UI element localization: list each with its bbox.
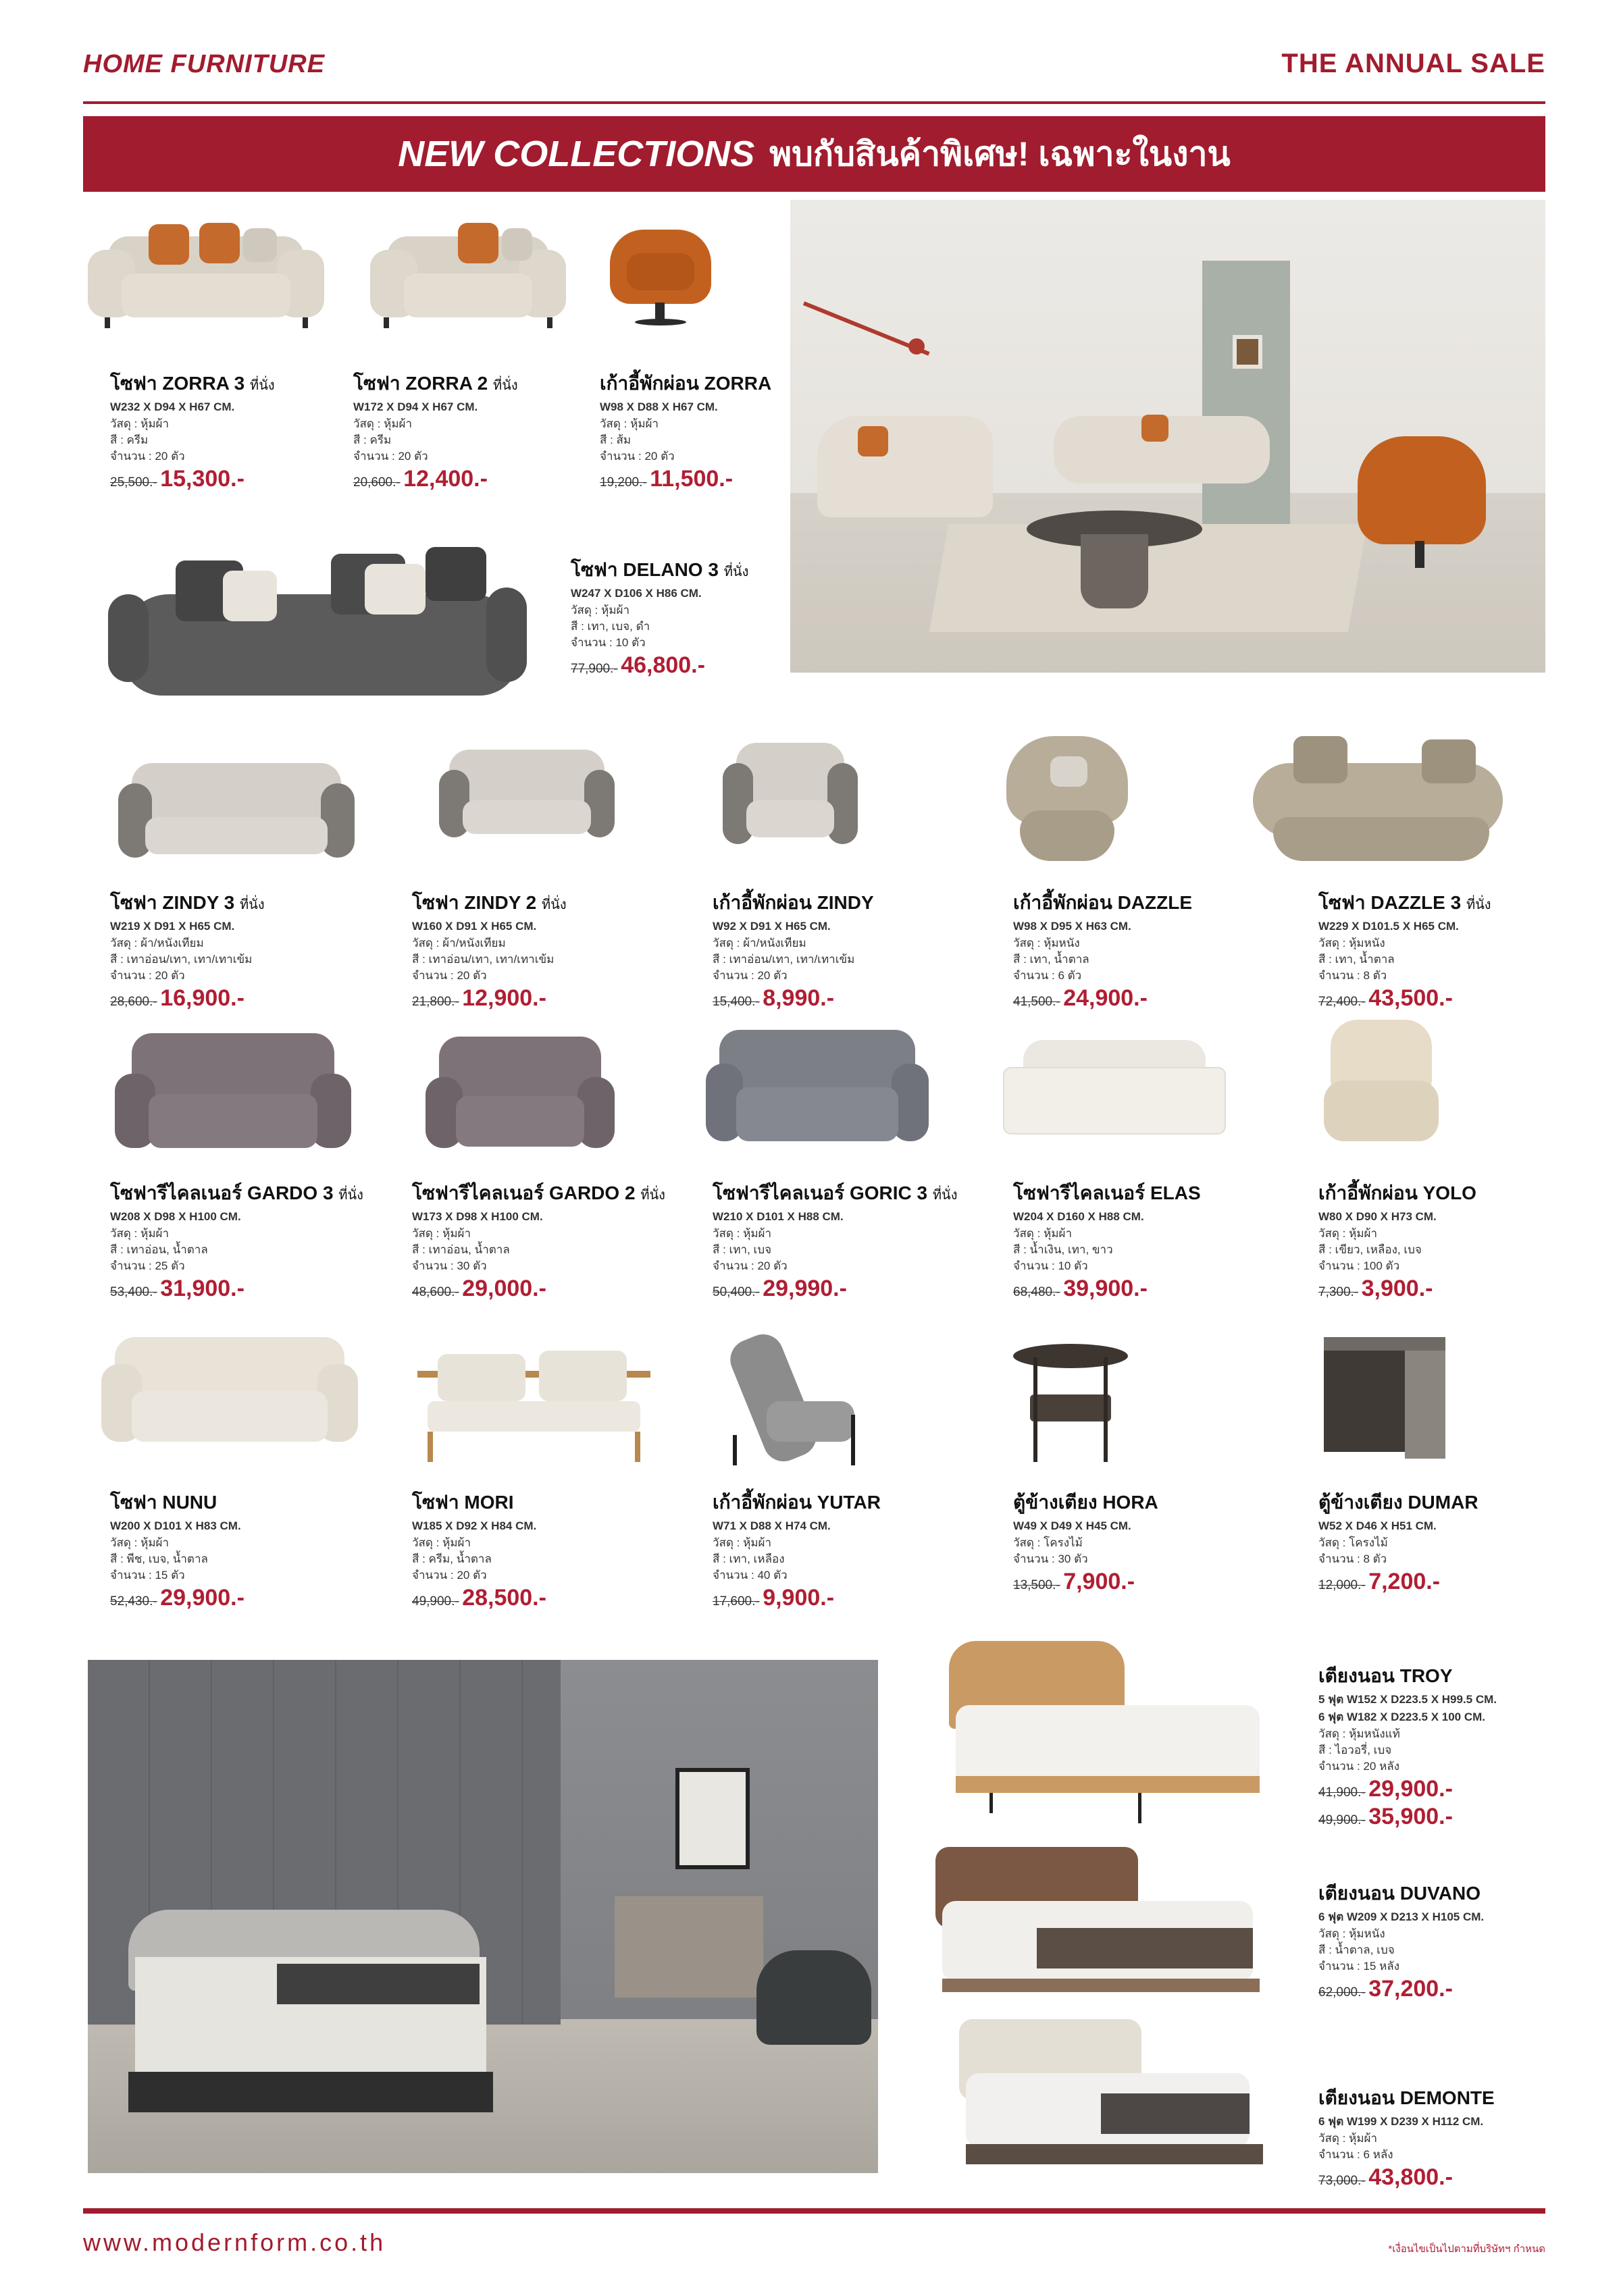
product-name [110,369,275,398]
sale-price: 29,900.- [1368,1776,1453,1802]
product-info-hora [1013,1488,1158,1595]
product-quantity: จำนวน : 25 ตัว [110,1259,185,1272]
price-block [412,1585,546,1611]
product-dimensions: W204 X D160 X H88 CM. [1013,1210,1144,1223]
old-price: 20,600.- [353,475,401,490]
name-text: โซฟารีไคลเนอร์ GARDO 2 [412,1182,636,1203]
product-color: สี : เทาอ่อน/เทา, เทา/เทาเข้ม [713,953,855,966]
product-color: สี : เทา, น้ำตาล [1013,953,1089,966]
product-dimensions: W98 X D88 X H67 CM. [600,400,718,413]
sale-price: 16,900.- [160,985,245,1011]
product-info-dazzle-chair [1013,888,1192,1012]
product-info-goric-3 [713,1178,957,1302]
brand-section-title: HOME FURNITURE [83,50,326,78]
seat-text: ที่นั่ง [338,1188,363,1203]
name-text: โซฟารีไคลเนอร์ GARDO 3 [110,1182,334,1203]
product-color: สี : เทา, น้ำตาล [1318,953,1395,966]
old-price: 53,400.- [110,1285,157,1299]
old-price: 62,000.- [1318,1985,1366,2000]
product-info-dazzle-3 [1318,888,1491,1012]
old-price: 15,400.- [713,995,760,1009]
banner-subtitle: พบกับสินค้าพิเศษ! เฉพาะในงาน [769,134,1231,173]
product-quantity: จำนวน : 20 ตัว [713,1259,788,1272]
product-info-mori [412,1488,546,1611]
price-block [600,466,771,492]
product-material: วัสดุ : หุ้มผ้า [110,417,170,430]
price-block-5ft [1318,1776,1497,1802]
product-info-demonte [1318,2083,1495,2191]
name-text: โซฟา NUNU [110,1492,217,1513]
product-dimensions: W219 X D91 X H65 CM. [110,920,235,933]
price-block [412,985,567,1012]
product-quantity: จำนวน : 20 ตัว [110,969,185,982]
product-material: วัสดุ : หุ้มผ้า [353,417,413,430]
product-name [713,1488,881,1517]
name-text: โซฟา MORI [412,1492,514,1513]
name-text: เก้าอี้พักผ่อน YUTAR [713,1492,881,1513]
product-quantity: จำนวน : 20 ตัว [412,1569,487,1582]
sale-price: 9,900.- [763,1585,835,1611]
product-dimensions: W200 X D101 X H83 CM. [110,1519,241,1532]
price-block [110,1276,363,1302]
product-name [1013,1488,1158,1517]
old-price: 41,900.- [1318,1785,1366,1800]
product-image-dazzle-3[interactable] [1253,736,1503,871]
product-material: วัสดุ : หุ้มผ้า [713,1227,772,1240]
product-dimensions: W232 X D94 X H67 CM. [110,400,235,413]
product-color: สี : ส้ม [600,434,632,446]
product-quantity: จำนวน : 20 ตัว [600,450,675,463]
product-dimensions: W52 X D46 X H51 CM. [1318,1519,1437,1532]
product-image-yolo[interactable] [1324,1020,1439,1148]
old-price: 21,800.- [412,995,459,1009]
product-name [713,1178,957,1208]
old-price: 50,400.- [713,1285,760,1299]
price-block [1318,1276,1476,1302]
sale-price: 35,900.- [1368,1804,1453,1829]
product-color: สี : เทาอ่อน, น้ำตาล [412,1243,510,1256]
product-color: สี : เทา, เบจ, ดำ [571,620,650,633]
sale-price: 12,900.- [462,985,546,1011]
product-color: สี : เทา, เบจ [713,1243,772,1256]
price-block [412,1276,665,1302]
old-price: 49,900.- [1318,1813,1366,1827]
product-material: วัสดุ : หุ้มหนัง [1013,937,1080,949]
product-image-zorra-3[interactable] [88,216,324,331]
product-name [110,1178,363,1208]
product-quantity: จำนวน : 20 ตัว [353,450,428,463]
banner-title: NEW COLLECTIONS [398,134,755,174]
name-text: ตู้ข้างเตียง DUMAR [1318,1492,1478,1513]
product-color: สี : น้ำเงิน, เทา, ขาว [1013,1243,1113,1256]
product-material: วัสดุ : หุ้มผ้า [1318,2132,1378,2145]
product-dimensions: W98 X D95 X H63 CM. [1013,920,1131,933]
sale-price: 43,500.- [1368,985,1453,1011]
product-color: สี : น้ำตาล, เบจ [1318,1943,1395,1956]
sale-price: 28,500.- [462,1585,546,1611]
product-dimensions: W173 X D98 X H100 CM. [412,1210,543,1223]
product-material: วัสดุ : หุ้มผ้า [571,604,630,617]
sale-price: 31,900.- [160,1276,245,1301]
name-text: ตู้ข้างเตียง HORA [1013,1492,1158,1513]
product-image-gardo-2[interactable] [426,1037,615,1151]
product-image-goric-3[interactable] [706,1030,929,1148]
product-color: สี : ไอวอรี่, เบจ [1318,1744,1392,1756]
product-image-mori[interactable] [417,1340,650,1462]
product-quantity: จำนวน : 10 ตัว [1013,1259,1088,1272]
name-text: เก้าอี้พักผ่อน DAZZLE [1013,892,1193,913]
price-block [110,985,265,1012]
product-name: เตียงนอน DUVANO [1318,1883,1481,1904]
product-image-gardo-3[interactable] [115,1033,351,1155]
product-dimensions: 6 ฟุต W209 X D213 X H105 CM. [1318,1910,1485,1923]
product-dimensions: W92 X D91 X H65 CM. [713,920,831,933]
header-divider [83,101,1545,104]
product-quantity: จำนวน : 20 หลัง [1318,1760,1400,1773]
product-info-gardo-3 [110,1178,363,1302]
product-color: สี : ครีม [353,434,392,446]
sale-title: THE ANNUAL SALE [1281,49,1545,78]
product-dimensions: W80 X D90 X H73 CM. [1318,1210,1437,1223]
product-color: สี : เทาอ่อน, น้ำตาล [110,1243,208,1256]
product-material: วัสดุ : โครงไม้ [1013,1536,1083,1549]
old-price: 48,600.- [412,1285,459,1299]
product-info-nunu [110,1488,245,1611]
product-image-elas[interactable] [1003,1040,1226,1141]
product-image-dazzle-chair[interactable] [1000,736,1135,864]
name-text: โซฟา DAZZLE 3 [1318,892,1462,913]
old-price: 12,000.- [1318,1578,1366,1592]
product-dimensions-6ft: 6 ฟุต W182 X D223.5 X 100 CM. [1318,1711,1486,1723]
old-price: 41,500.- [1013,995,1060,1009]
product-image-yutar[interactable] [719,1334,868,1469]
sale-price: 46,800.- [621,652,705,678]
product-quantity: จำนวน : 30 ตัว [412,1259,487,1272]
product-info-troy [1318,1661,1497,1830]
old-price: 13,500.- [1013,1578,1060,1592]
old-price: 7,300.- [1318,1285,1359,1299]
product-color: สี : เทาอ่อน/เทา, เทา/เทาเข้ม [110,953,253,966]
product-image-nunu[interactable] [101,1337,358,1452]
product-material: วัสดุ : หุ้มผ้า [1013,1227,1073,1240]
product-color: สี : ครีม [110,434,149,446]
name-text: เก้าอี้พักผ่อน ZINDY [713,892,874,913]
sale-price: 7,900.- [1063,1569,1135,1594]
product-info-yutar [713,1488,881,1611]
product-name [110,1488,245,1517]
product-material: วัสดุ : หุ้มหนัง [1318,1927,1385,1940]
product-image-troy[interactable] [942,1641,1266,1823]
product-quantity: จำนวน : 40 ตัว [713,1569,788,1582]
name-text: โซฟา ZINDY 3 [110,892,235,913]
price-block [1318,985,1491,1012]
product-name: เตียงนอน TROY [1318,1665,1453,1686]
product-dimensions: W49 X D49 X H45 CM. [1013,1519,1131,1532]
bedroom-scene-image [88,1660,878,2173]
price-block [1318,1569,1478,1595]
product-image-zindy-2[interactable] [439,743,615,844]
terms-note: *เงื่อนไขเป็นไปตามที่บริษัทฯ กำหนด [1388,2243,1545,2255]
product-name [412,888,567,918]
sale-price: 29,900.- [160,1585,245,1611]
product-quantity: จำนวน : 6 หลัง [1318,2148,1393,2161]
product-info-zorra-chair [600,369,771,492]
name-text: โซฟา ZINDY 2 [412,892,537,913]
product-dimensions: W229 X D101.5 X H65 CM. [1318,920,1459,933]
product-quantity: จำนวน : 30 ตัว [1013,1553,1088,1565]
product-quantity: จำนวน : 20 ตัว [110,450,185,463]
sale-price: 3,900.- [1361,1276,1433,1301]
product-material: วัสดุ : หุ้มผ้า [110,1227,170,1240]
name-text: เก้าอี้พักผ่อน YOLO [1318,1182,1476,1203]
footer-divider [83,2208,1545,2214]
price-block [353,466,518,492]
product-quantity: จำนวน : 20 ตัว [412,969,487,982]
price-block [110,1585,245,1611]
sale-price: 24,900.- [1063,985,1148,1011]
sale-price: 12,400.- [403,466,488,492]
product-dimensions: W210 X D101 X H88 CM. [713,1210,844,1223]
product-info-duvano [1318,1879,1484,2002]
product-info-zorra-2 [353,369,518,492]
price-block [110,466,275,492]
price-block [713,1585,881,1611]
product-name [713,888,874,918]
old-price: 49,900.- [412,1594,459,1609]
product-name [110,888,265,918]
product-material: วัสดุ : หุ้มผ้า [412,1536,471,1549]
product-quantity: จำนวน : 8 ตัว [1318,969,1387,982]
price-block [1318,1976,1484,2002]
seat-text: ที่นั่ง [493,378,518,393]
price-block [713,985,874,1012]
sale-price: 43,800.- [1368,2164,1453,2190]
old-price: 25,500.- [110,475,157,490]
sale-price: 11,500.- [650,466,734,492]
product-dimensions-5ft: 5 ฟุต W152 X D223.5 X H99.5 CM. [1318,1693,1497,1706]
price-block-6ft [1318,1804,1497,1830]
old-price: 52,430.- [110,1594,157,1609]
price-block [713,1276,957,1302]
product-dimensions: 6 ฟุต W199 X D239 X H112 CM. [1318,2115,1484,2128]
name-text: โซฟารีไคลเนอร์ ELAS [1013,1182,1201,1203]
product-name [412,1178,665,1208]
product-quantity: จำนวน : 10 ตัว [571,636,646,649]
old-price: 72,400.- [1318,995,1366,1009]
product-material: วัสดุ : หุ้มผ้า [1318,1227,1378,1240]
seat-text: ที่นั่ง [240,897,265,912]
product-image-zorra-chair[interactable] [607,230,715,331]
product-name [412,1488,546,1517]
name-text: โซฟา ZORRA 3 [110,373,245,394]
old-price: 77,900.- [571,662,618,676]
product-dimensions: W71 X D88 X H74 CM. [713,1519,831,1532]
product-color: สี : พีช, เบจ, น้ำตาล [110,1553,208,1565]
seat-text: ที่นั่ง [1466,897,1491,912]
product-info-elas [1013,1178,1201,1302]
product-quantity: จำนวน : 100 ตัว [1318,1259,1400,1272]
product-image-zorra-2[interactable] [370,216,566,331]
product-name [353,369,518,398]
product-material: วัสดุ : หุ้มหนังแท้ [1318,1727,1400,1740]
product-material: วัสดุ : หุ้มผ้า [110,1536,170,1549]
product-dimensions: W160 X D91 X H65 CM. [412,920,537,933]
collection-banner [83,116,1545,192]
product-color: สี : ครีม, น้ำตาล [412,1553,492,1565]
product-material: วัสดุ : หุ้มผ้า [713,1536,772,1549]
price-block [1013,1569,1158,1595]
name-text: เก้าอี้พักผ่อน ZORRA [600,373,772,394]
old-price: 19,200.- [600,475,647,490]
product-image-zindy-chair[interactable] [723,736,858,851]
product-quantity: จำนวน : 20 ตัว [713,969,788,982]
product-quantity: จำนวน : 8 ตัว [1318,1553,1387,1565]
product-material: วัสดุ : ผ้า/หนังเทียม [412,937,506,949]
sale-price: 29,000.- [462,1276,546,1301]
sale-price: 15,300.- [160,466,245,492]
name-text: โซฟา ZORRA 2 [353,373,488,394]
sale-price: 29,990.- [763,1276,847,1301]
product-material: วัสดุ : ผ้า/หนังเทียม [713,937,806,949]
product-material: วัสดุ : หุ้มหนัง [1318,937,1385,949]
name-text: โซฟารีไคลเนอร์ GORIC 3 [713,1182,928,1203]
old-price: 28,600.- [110,995,157,1009]
seat-text: ที่นั่ง [932,1188,958,1203]
product-name [1318,1178,1476,1208]
website-link[interactable]: www.modernform.co.th [83,2228,386,2256]
product-material: วัสดุ : โครงไม้ [1318,1536,1388,1549]
product-name [1013,888,1192,918]
sale-price: 7,200.- [1368,1569,1441,1594]
product-name [1318,888,1491,918]
old-price: 68,480.- [1013,1285,1060,1299]
product-material: วัสดุ : หุ้มผ้า [600,417,659,430]
product-color: สี : เขียว, เหลือง, เบจ [1318,1243,1422,1256]
sale-price: 39,900.- [1063,1276,1148,1301]
sale-price: 37,200.- [1368,1976,1453,2002]
product-info-yolo [1318,1178,1476,1302]
product-color: สี : เทาอ่อน/เทา, เทา/เทาเข้ม [412,953,555,966]
old-price: 73,000.- [1318,2174,1366,2188]
product-material: วัสดุ : หุ้มผ้า [412,1227,471,1240]
sale-price: 8,990.- [763,985,835,1011]
product-name: เตียงนอน DEMONTE [1318,2087,1495,2108]
product-quantity: จำนวน : 15 หลัง [1318,1960,1400,1973]
product-image-demonte[interactable] [952,2019,1263,2181]
product-dimensions: W172 X D94 X H67 CM. [353,400,478,413]
product-info-zindy-2 [412,888,567,1012]
product-dimensions: W185 X D92 X H84 CM. [412,1519,537,1532]
price-block [1013,1276,1201,1302]
product-name [1013,1178,1201,1208]
product-image-zindy-3[interactable] [118,756,355,871]
price-block [1318,2164,1495,2191]
product-info-delano-3 [571,555,748,679]
price-block [1013,985,1192,1012]
product-dimensions: W208 X D98 X H100 CM. [110,1210,241,1223]
product-image-duvano[interactable] [929,1847,1266,2009]
product-image-delano-3[interactable] [108,540,527,716]
product-quantity: จำนวน : 15 ตัว [110,1569,185,1582]
old-price: 17,600.- [713,1594,760,1609]
product-quantity: จำนวน : 6 ตัว [1013,969,1082,982]
seat-text: ที่นั่ง [723,565,749,579]
seat-text: ที่นั่ง [542,897,567,912]
product-image-hora[interactable] [1013,1344,1128,1465]
living-room-scene-image [790,200,1545,673]
price-block [571,652,748,679]
product-info-dumar [1318,1488,1478,1595]
name-text: โซฟา DELANO 3 [571,559,719,580]
product-image-dumar[interactable] [1324,1337,1445,1459]
product-info-zindy-chair [713,888,874,1012]
product-info-zorra-3 [110,369,275,492]
product-name [571,555,748,585]
product-info-zindy-3 [110,888,265,1012]
product-material: วัสดุ : ผ้า/หนังเทียม [110,937,204,949]
product-color: สี : เทา, เหลือง [713,1553,785,1565]
product-info-gardo-2 [412,1178,665,1302]
seat-text: ที่นั่ง [640,1188,665,1203]
product-name [600,369,771,398]
seat-text: ที่นั่ง [250,378,275,393]
product-dimensions: W247 X D106 X H86 CM. [571,587,702,600]
product-name [1318,1488,1478,1517]
